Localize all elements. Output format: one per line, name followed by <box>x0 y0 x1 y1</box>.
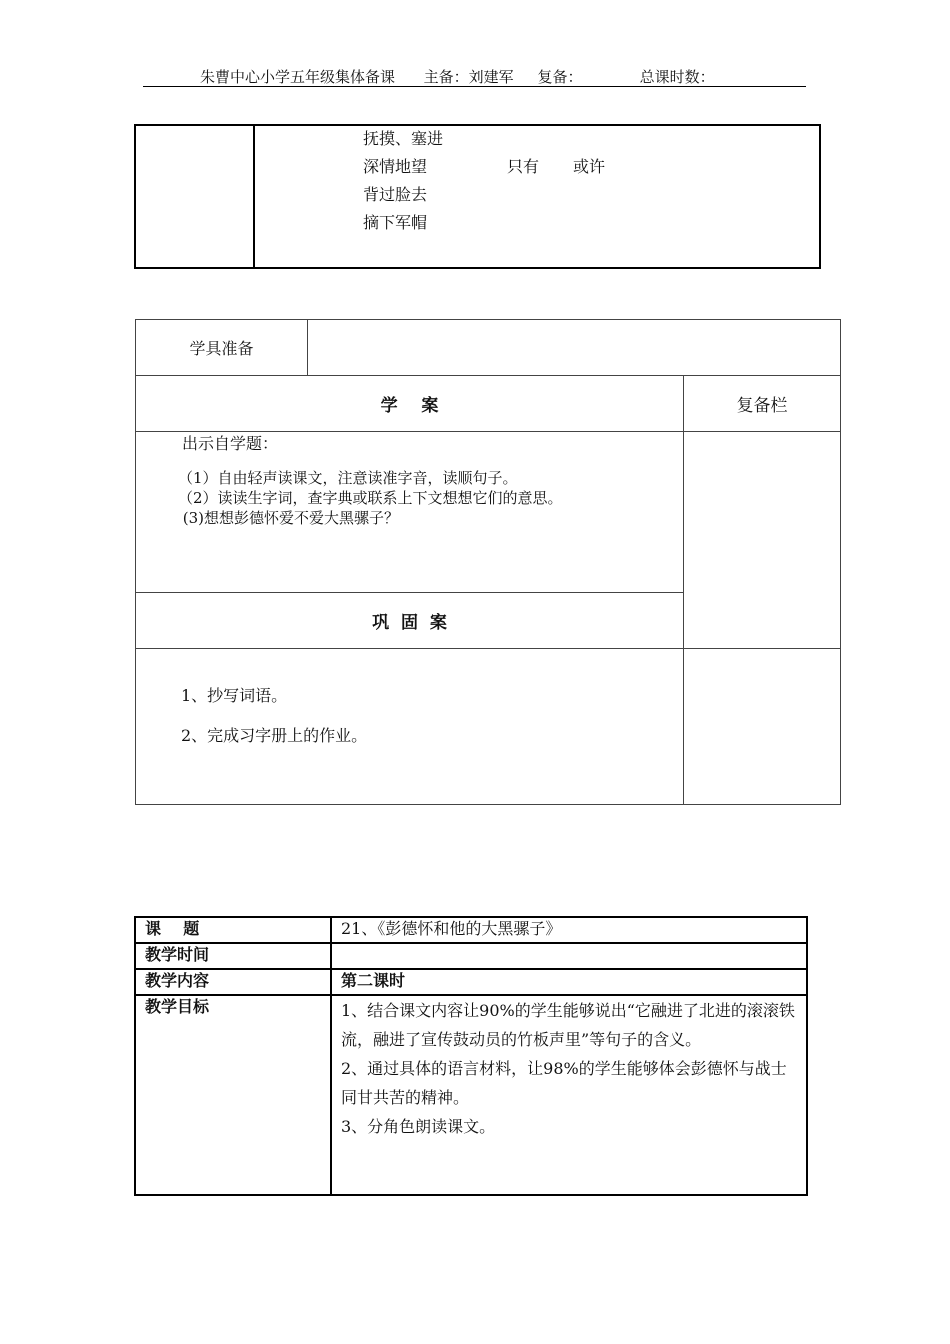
self-study-list <box>136 432 683 528</box>
time-label-cell <box>135 943 331 969</box>
study-plan-table <box>135 319 841 805</box>
self-study-title: 出示自学题： <box>182 434 279 453</box>
board-line-4-text: 摘下军帽 <box>363 213 428 232</box>
content-value-cell <box>331 969 807 995</box>
board-line-3-text: 背过脸去 <box>363 185 428 204</box>
board-design-table <box>134 124 821 269</box>
topic-label-cell <box>135 917 331 943</box>
homework-cell <box>136 649 684 805</box>
supplies-label-cell <box>136 320 308 376</box>
consolidation-title-cell <box>136 593 684 649</box>
board-line-2 <box>363 154 819 182</box>
self-study-item-2: （2）读读生字词，查字典或联系上下文想想它们的意思。 <box>178 489 563 507</box>
lesson-info-table <box>134 916 808 1196</box>
board-line-1-text: 抚摸、塞进 <box>363 129 444 148</box>
board-line-3 <box>363 182 819 210</box>
time-label: 教学时间 <box>145 945 210 964</box>
goal-item-1: 1、结合课文内容让90%的学生能够说出“它融进了北进的滚滚铁流，融进了宣传鼓动员的竹板声里”等句子的含义。 <box>341 1001 795 1049</box>
goal-item-3: 3、分角色朗读课文。 <box>341 1117 496 1136</box>
board-line-2-word-b: 只有 <box>507 157 540 176</box>
content-label: 教学内容 <box>145 971 210 990</box>
self-study-item-1: （1）自由轻声读课文，注意读准字音，读顺句子。 <box>178 469 518 487</box>
goals-cell <box>331 995 807 1195</box>
review-column-header: 复备栏 <box>736 396 788 416</box>
content-value: 第二课时 <box>341 971 406 990</box>
consolidation-title: 巩 固 案 <box>372 613 447 633</box>
study-plan-title-cell <box>136 376 684 432</box>
time-value-cell <box>331 943 807 969</box>
study-plan-title: 学 案 <box>380 396 439 416</box>
homework-item-1: 1、抄写词语。 <box>181 686 288 705</box>
board-line-2-text: 深情地望 <box>363 157 428 176</box>
topic-value: 21、《彭德怀和他的大黑骡子》 <box>341 919 562 938</box>
page-header: 朱曹中心小学五年级集体备课 主备：刘建军 复备： 总课时数： <box>200 68 715 86</box>
self-study-item-3: (3)想想彭德怀爱不爱大黑骡子？ <box>178 509 400 527</box>
goals-label-cell <box>135 995 331 1195</box>
review-cell-2 <box>684 649 841 805</box>
content-label-cell <box>135 969 331 995</box>
review-cell-1 <box>684 432 841 649</box>
topic-value-cell <box>331 917 807 943</box>
supplies-label: 学具准备 <box>189 339 254 358</box>
self-study-cell <box>136 432 684 593</box>
topic-label: 课 题 <box>145 919 200 938</box>
board-line-1 <box>363 126 819 154</box>
homework-item-2: 2、完成习字册上的作业。 <box>181 726 368 745</box>
board-design-content-cell <box>254 125 820 268</box>
board-line-4 <box>363 210 819 238</box>
goals-label: 教学目标 <box>145 997 210 1016</box>
board-design-label-cell <box>135 125 254 268</box>
board-line-2-word-c: 或许 <box>573 157 606 176</box>
header-rule <box>143 86 806 87</box>
supplies-value-cell <box>308 320 841 376</box>
goal-item-2: 2、通过具体的语言材料，让98%的学生能够体会彭德怀与战士同甘共苦的精神。 <box>341 1059 787 1107</box>
review-column-header-cell <box>684 376 841 432</box>
